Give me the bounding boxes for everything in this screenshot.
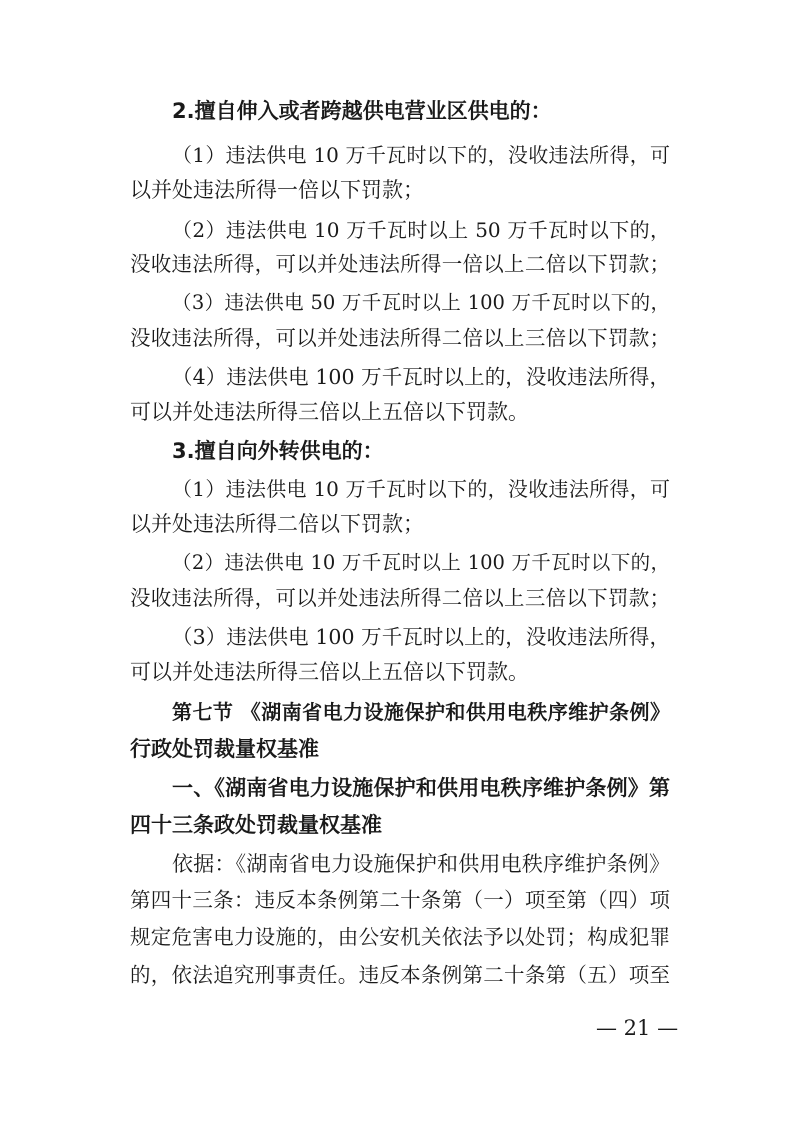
- paragraph-line: （3）违法供电 100 万千瓦时以上的，没收违法所得，: [172, 625, 670, 649]
- paragraph-line: 可以并处违法所得三倍以上五倍以下罚款。: [130, 400, 529, 424]
- paragraph-line: （2）违法供电 10 万千瓦时以上 50 万千瓦时以下的，: [172, 218, 670, 242]
- subsection-heading: 3.擅自向外转供电的：: [172, 439, 384, 463]
- paragraph-line: 没收违法所得，可以并处违法所得一倍以上二倍以下罚款；: [130, 252, 670, 276]
- article-heading: 四十三条政处罚裁量权基准: [130, 813, 382, 837]
- paragraph-line: 没收违法所得，可以并处违法所得二倍以上三倍以下罚款；: [130, 326, 670, 350]
- paragraph-line: （4）违法供电 100 万千瓦时以上的，没收违法所得，: [172, 365, 670, 389]
- paragraph-line: （1）违法供电 10 万千瓦时以下的，没收违法所得，可: [172, 143, 670, 167]
- paragraph-line: 以并处违法所得一倍以下罚款；: [130, 178, 424, 202]
- paragraph-line: 依据：《湖南省电力设施保护和供用电秩序维护条例》: [172, 852, 670, 876]
- subsection-heading: 2.擅自伸入或者跨越供电营业区供电的：: [172, 99, 552, 123]
- paragraph-line: （2）违法供电 10 万千瓦时以上 100 万千瓦时以下的，: [172, 551, 670, 574]
- paragraph-line: 规定危害电力设施的，由公安机关依法予以处罚；构成犯罪: [130, 925, 670, 949]
- paragraph-line: （1）违法供电 10 万千瓦时以下的，没收违法所得，可: [172, 477, 670, 501]
- paragraph-line: （3）违法供电 50 万千瓦时以上 100 万千瓦时以下的，: [172, 291, 670, 314]
- page-number: — 21 —: [596, 1016, 679, 1040]
- paragraph-line: 的，依法追究刑事责任。违反本条例第二十条第（五）项至: [130, 963, 670, 987]
- article-heading: 一、《湖南省电力设施保护和供用电秩序维护条例》第: [172, 776, 670, 800]
- paragraph-line: 第四十三条：违反本条例第二十条第（一）项至第（四）项: [130, 888, 670, 912]
- section-heading: 行政处罚裁量权基准: [130, 737, 319, 761]
- paragraph-line: 没收违法所得，可以并处违法所得二倍以上三倍以下罚款；: [130, 586, 670, 610]
- paragraph-line: 可以并处违法所得三倍以上五倍以下罚款。: [130, 660, 529, 684]
- paragraph-line: 以并处违法所得二倍以下罚款；: [130, 512, 424, 536]
- section-heading: 第七节 《湖南省电力设施保护和供用电秩序维护条例》: [172, 700, 670, 724]
